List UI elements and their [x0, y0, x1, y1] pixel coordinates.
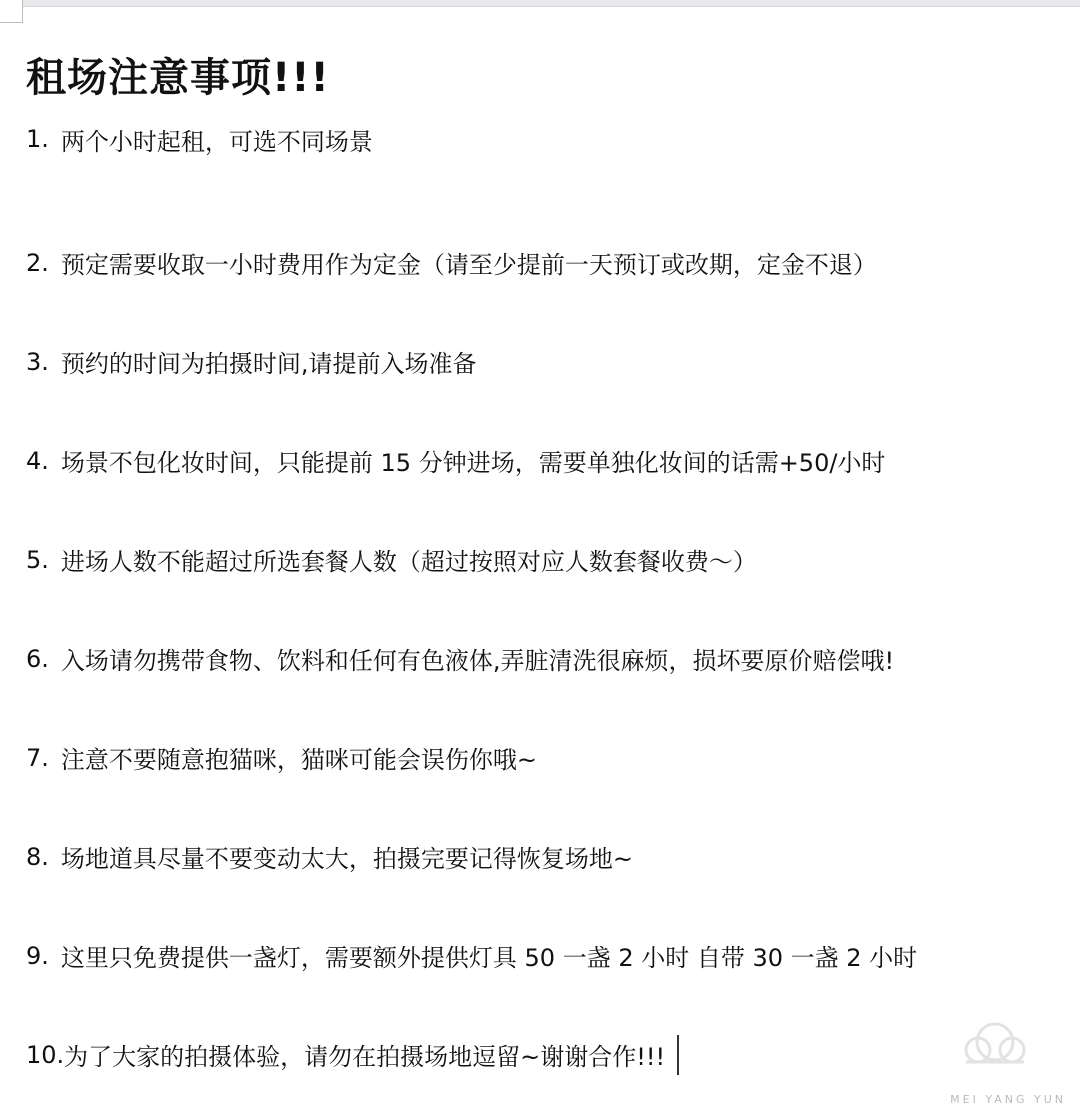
list-item — [26, 807, 1066, 906]
item-number: 8. — [26, 842, 49, 871]
item-text: 两个小时起租，可选不同场景 — [60, 127, 373, 156]
item-number: 1. — [26, 125, 49, 153]
item-number: 5. — [26, 545, 49, 574]
item-text: 为了大家的拍摄体验，请勿在拍摄场地逗留~谢谢合作!!! — [64, 1043, 666, 1071]
list-item — [26, 114, 1066, 164]
item-number: 7. — [26, 743, 49, 772]
item-number: 6. — [26, 644, 49, 673]
notice-list — [26, 114, 1066, 1104]
list-item — [26, 609, 1066, 708]
document-title: 租场注意事项!!! — [26, 55, 330, 101]
item-text: 注意不要随意抱猫咪，猫咪可能会误伤你哦~ — [60, 746, 538, 774]
item-text: 入场请勿携带食物、饮料和任何有色液体,弄脏清洗很麻烦，损坏要原价赔偿哦! — [60, 647, 895, 675]
item-text: 这里只免费提供一盏灯，需要额外提供灯具 50 一盏 2 小时 自带 30 一盏 2 小时 — [60, 944, 918, 972]
list-item — [26, 312, 1066, 411]
item-text: 预约的时间为拍摄时间,请提前入场准备 — [60, 350, 477, 378]
window-top-strip — [0, 0, 1080, 7]
list-item — [26, 411, 1066, 510]
list-item — [26, 510, 1066, 609]
item-number: 3. — [26, 347, 49, 376]
item-number: 4. — [26, 446, 49, 475]
item-text: 场景不包化妆时间，只能提前 15 分钟进场，需要单独化妆间的话需+50/小时 — [60, 449, 886, 477]
item-number: 9. — [26, 941, 49, 970]
item-number: 2. — [26, 248, 49, 277]
list-item — [26, 906, 1066, 1005]
text-cursor — [677, 1035, 679, 1075]
list-item — [26, 1005, 1066, 1104]
item-text: 进场人数不能超过所选套餐人数（超过按照对应人数套餐收费～） — [60, 548, 757, 576]
cloud-logo-icon — [950, 1012, 1040, 1082]
item-text: 预定需要收取一小时费用作为定金（请至少提前一天预订或改期，定金不退） — [60, 251, 877, 279]
item-number: 10. — [26, 1040, 65, 1069]
list-item — [26, 708, 1066, 807]
watermark-text: MEI YANG YUN — [950, 1093, 1066, 1106]
item-text: 场地道具尽量不要变动太大，拍摄完要记得恢复场地~ — [60, 845, 634, 873]
corner-marker — [0, 0, 23, 23]
document-body — [26, 50, 1066, 1104]
list-item — [26, 213, 1066, 312]
